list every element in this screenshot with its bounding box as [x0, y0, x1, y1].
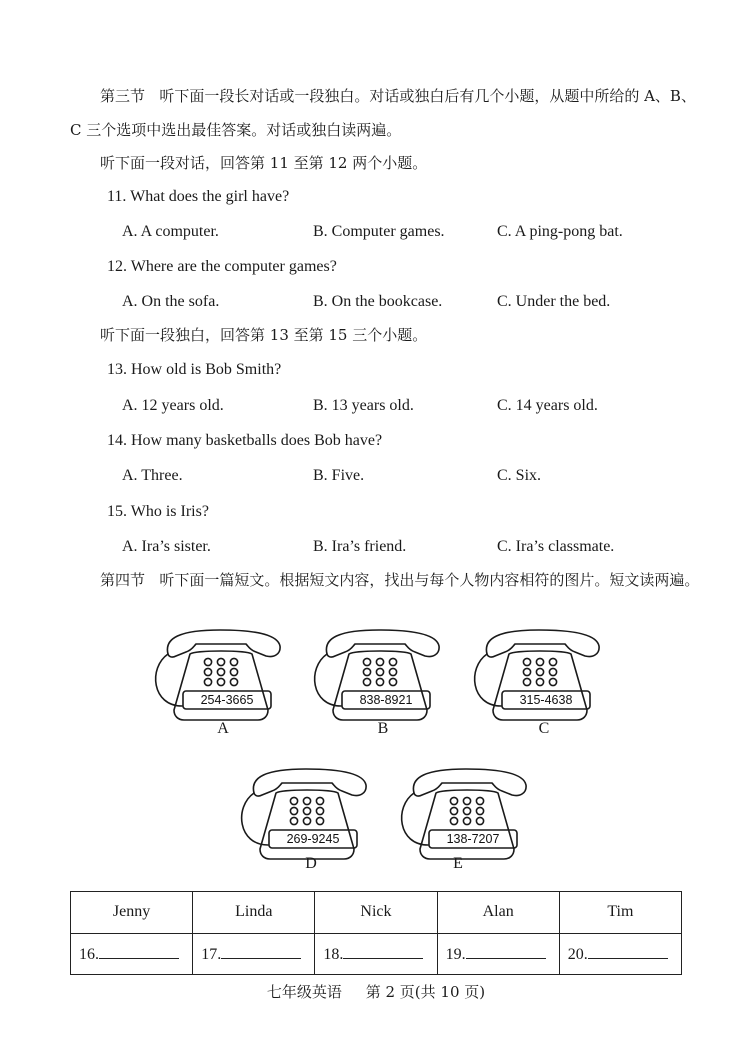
answer-number-20: 20.	[567, 945, 588, 963]
answer-blank-18[interactable]	[315, 933, 437, 975]
keypad-button	[217, 658, 224, 665]
telephone-picture-e	[396, 767, 536, 867]
keypad-button	[303, 817, 310, 824]
keypad-button	[230, 658, 237, 665]
keypad-button	[303, 797, 310, 804]
dialogue-intro: 听下面一段对话，回答第 11 至第 12 两个小题。	[100, 154, 428, 172]
keypad-button	[389, 678, 396, 685]
phone-handset	[253, 769, 366, 796]
keypad-button	[450, 797, 457, 804]
section4-instruction-line	[100, 570, 699, 590]
keypad-button	[549, 658, 556, 665]
answer-number-19: 19.	[445, 945, 466, 963]
section4-heading: 第四节	[100, 571, 146, 589]
keypad-button	[450, 807, 457, 814]
keypad-button	[204, 658, 211, 665]
q11-option-a[interactable]: A. A computer.	[122, 223, 219, 240]
keypad-button	[316, 807, 323, 814]
answer-blank-20[interactable]	[559, 933, 681, 975]
phone-handset	[413, 769, 526, 796]
keypad-button	[204, 678, 211, 685]
answer-line-16[interactable]	[99, 944, 179, 959]
footer-page-number: 第 2 页(共 10 页)	[365, 983, 486, 1001]
keypad-button	[376, 658, 383, 665]
picture-label-d: D	[305, 855, 317, 872]
keypad-button	[217, 678, 224, 685]
q14-option-b[interactable]: B. Five.	[313, 467, 365, 484]
question-13: 13. How old is Bob Smith?	[107, 361, 282, 378]
keypad-button	[217, 668, 224, 675]
answer-table	[70, 891, 682, 975]
answer-number-18: 18.	[323, 945, 344, 963]
answer-blank-17[interactable]	[193, 933, 315, 975]
answer-line-19[interactable]	[466, 944, 546, 959]
answer-blank-19[interactable]	[437, 933, 559, 975]
keypad-button	[476, 797, 483, 804]
phone-number-c: 315-4638	[519, 693, 573, 707]
keypad-button	[463, 797, 470, 804]
keypad-button	[316, 817, 323, 824]
picture-label-e: E	[453, 855, 463, 872]
q15-option-c[interactable]: C. Ira’s classmate.	[497, 538, 615, 555]
section3-heading: 第三节	[100, 87, 146, 105]
keypad-button	[549, 668, 556, 675]
q13-option-c[interactable]: C. 14 years old.	[497, 397, 598, 414]
phone-handset	[486, 630, 599, 657]
telephone-picture-d	[236, 767, 376, 867]
keypad-button	[363, 668, 370, 675]
answer-table-name-row	[71, 892, 682, 934]
picture-label-a: A	[217, 720, 229, 737]
keypad-button	[230, 668, 237, 675]
section4-instruction-text: 听下面一篇短文。根据短文内容，找出与每个人物内容相符的图片。短文读两遍。	[159, 571, 700, 589]
question-12: 12. Where are the computer games?	[107, 258, 337, 275]
footer-subject: 七年级英语	[266, 983, 342, 1001]
q11-option-b[interactable]: B. Computer games.	[313, 223, 445, 240]
q12-option-c[interactable]: C. Under the bed.	[497, 293, 611, 310]
keypad-button	[376, 678, 383, 685]
phone-handset	[326, 630, 439, 657]
phone-number-d: 269-9245	[286, 832, 340, 846]
keypad-button	[290, 807, 297, 814]
telephone-picture-c	[469, 628, 609, 728]
name-cell-nick: Nick	[315, 892, 437, 934]
answer-table-blank-row	[71, 933, 682, 975]
keypad-button	[536, 678, 543, 685]
section3-instruction-text: 听下面一段长对话或一段独白。对话或独白后有几个小题，从题中所给的 A、B、	[159, 87, 696, 105]
keypad-button	[523, 678, 530, 685]
answer-number-17: 17.	[201, 945, 222, 963]
picture-label-c: C	[538, 720, 550, 737]
phone-handset	[167, 630, 280, 657]
question-15: 15. Who is Iris?	[107, 503, 209, 520]
keypad-button	[230, 678, 237, 685]
keypad-button	[476, 817, 483, 824]
keypad-button	[376, 668, 383, 675]
keypad-button	[523, 658, 530, 665]
keypad-button	[450, 817, 457, 824]
keypad-button	[204, 668, 211, 675]
answer-line-17[interactable]	[221, 944, 301, 959]
phone-number-b: 838-8921	[359, 693, 413, 707]
keypad-button	[389, 668, 396, 675]
answer-blank-16[interactable]	[71, 933, 193, 975]
name-cell-tim: Tim	[559, 892, 681, 934]
telephone-picture-a	[150, 628, 290, 728]
name-cell-linda: Linda	[193, 892, 315, 934]
q15-option-b[interactable]: B. Ira’s friend.	[313, 538, 407, 555]
keypad-button	[523, 668, 530, 675]
q14-option-a[interactable]: A. Three.	[122, 467, 183, 484]
keypad-button	[363, 678, 370, 685]
phone-number-e: 138-7207	[446, 832, 500, 846]
q15-option-a[interactable]: A. Ira’s sister.	[122, 538, 211, 555]
keypad-button	[389, 658, 396, 665]
keypad-button	[536, 658, 543, 665]
q11-option-c[interactable]: C. A ping-pong bat.	[497, 223, 623, 240]
name-cell-alan: Alan	[437, 892, 559, 934]
question-14: 14. How many basketballs does Bob have?	[107, 432, 383, 449]
section3-instruction-line2: C 三个选项中选出最佳答案。对话或独白读两遍。	[70, 121, 402, 139]
question-11: 11. What does the girl have?	[107, 188, 290, 205]
phone-number-a: 254-3665	[200, 693, 254, 707]
keypad-button	[363, 658, 370, 665]
page-footer	[0, 981, 752, 1002]
picture-label-b: B	[377, 720, 389, 737]
q14-option-c[interactable]: C. Six.	[497, 467, 542, 484]
name-cell-jenny: Jenny	[71, 892, 193, 934]
keypad-button	[463, 817, 470, 824]
q13-option-a[interactable]: A. 12 years old.	[122, 397, 224, 414]
q12-option-a[interactable]: A. On the sofa.	[122, 293, 220, 310]
monologue-intro: 听下面一段独白，回答第 13 至第 15 三个小题。	[100, 326, 428, 344]
keypad-button	[290, 797, 297, 804]
keypad-button	[290, 817, 297, 824]
section3-instruction-line1	[100, 86, 696, 106]
keypad-button	[536, 668, 543, 675]
answer-line-18[interactable]	[343, 944, 423, 959]
keypad-button	[303, 807, 310, 814]
keypad-button	[463, 807, 470, 814]
telephone-picture-b	[309, 628, 449, 728]
keypad-button	[549, 678, 556, 685]
answer-number-16: 16.	[79, 945, 99, 963]
q12-option-b[interactable]: B. On the bookcase.	[313, 293, 443, 310]
keypad-button	[316, 797, 323, 804]
answer-line-20[interactable]	[588, 944, 668, 959]
q13-option-b[interactable]: B. 13 years old.	[313, 397, 414, 414]
keypad-button	[476, 807, 483, 814]
